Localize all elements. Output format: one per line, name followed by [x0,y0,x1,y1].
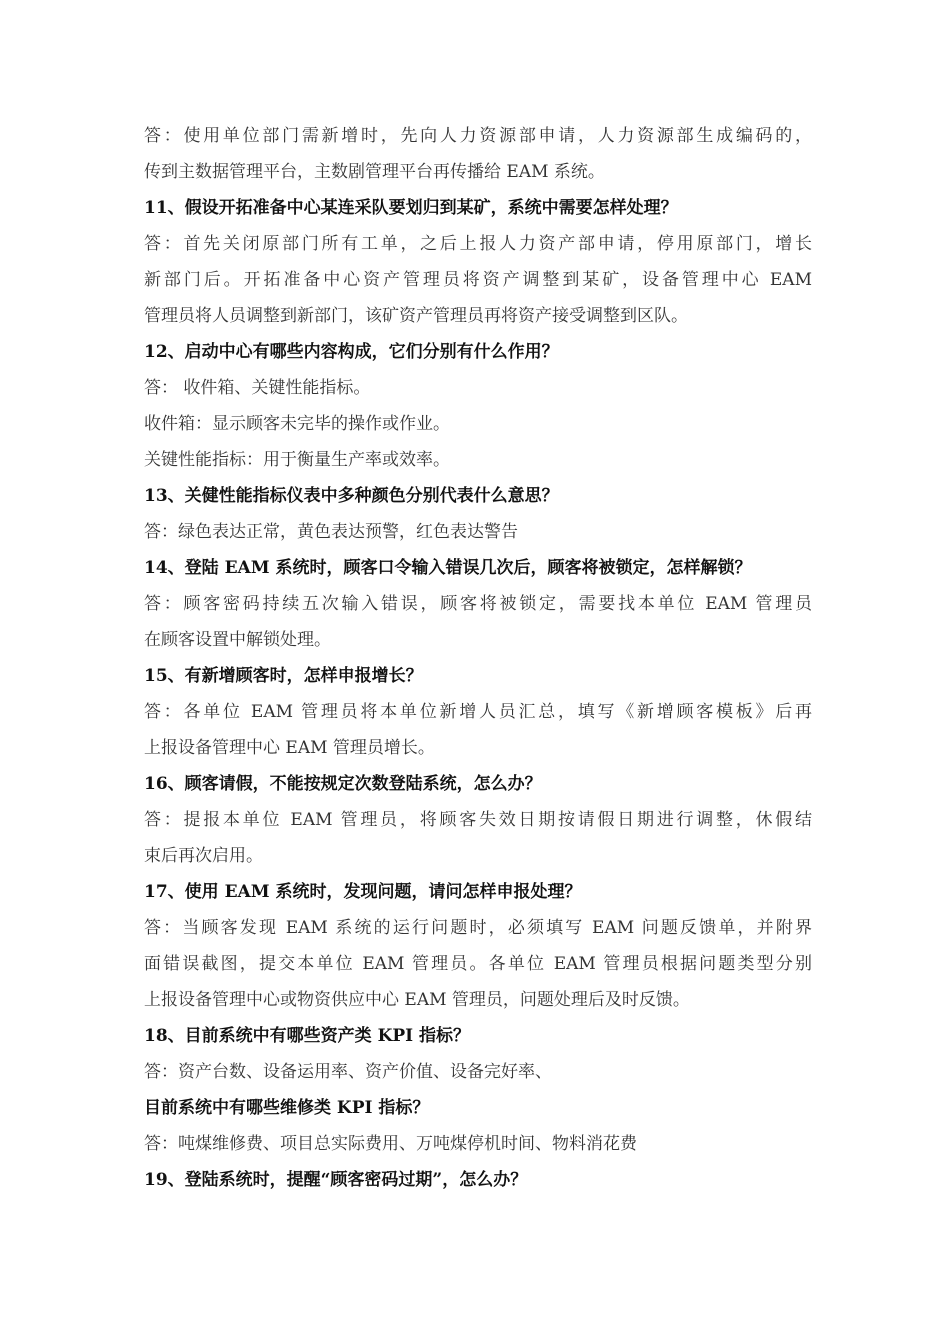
answer-line: 收件箱：显示顾客未完毕的操作或作业。 [144,414,450,434]
answer-line: 答：提报本单位 EAM 管理员，将顾客失效日期按请假日期进行调整，休假结 [144,810,812,830]
answer-line: 答：绿色表达正常，黄色表达预警，红色表达警告 [144,522,518,542]
answer-line: 面错误截图，提交本单位 EAM 管理员。各单位 EAM 管理员根据问题类型分别 [144,954,812,974]
answer-line: 答： 收件箱、关键性能指标。 [144,378,371,398]
answer-line: 传到主数据管理平台，主数剧管理平台再传播给 EAM 系统。 [144,162,605,182]
question-heading: 目前系统中有哪些维修类 KPI 指标？ [144,1098,430,1118]
answer-line: 关键性能指标：用于衡量生产率或效率。 [144,450,450,470]
answer-line: 在顾客设置中解锁处理。 [144,630,331,650]
answer-line: 答：当顾客发现 EAM 系统的运行问题时，必须填写 EAM 问题反馈单，并附界 [144,918,812,938]
answer-line: 答：顾客密码持续五次输入错误，顾客将被锁定，需要找本单位 EAM 管理员 [144,594,812,614]
answer-line: 答：首先关闭原部门所有工单，之后上报人力资产部申请，停用原部门，增长 [144,234,812,254]
answer-line: 上报设备管理中心 EAM 管理员增长。 [144,738,435,758]
answer-line: 答：资产台数、设备运用率、资产价值、设备完好率、 [144,1062,552,1082]
question-heading: 12、启动中心有哪些内容构成，它们分别有什么作用？ [144,342,559,362]
question-heading: 15、有新增顾客时，怎样申报增长？ [144,666,423,686]
question-heading: 19、登陆系统时，提醒“顾客密码过期”，怎么办？ [144,1170,528,1190]
answer-line: 束后再次启用。 [144,846,263,866]
question-heading: 11、假设开拓准备中心某连采队要划归到某矿，系统中需要怎样处理？ [144,198,678,218]
question-heading: 13、关健性能指标仪表中多种颜色分别代表什么意思？ [144,486,559,506]
answer-line: 新部门后。开拓准备中心资产管理员将资产调整到某矿，设备管理中心 EAM [144,270,812,290]
question-heading: 16、顾客请假，不能按规定次数登陆系统，怎么办？ [144,774,542,794]
answer-line: 答：使用单位部门需新增时，先向人力资源部申请，人力资源部生成编码的， [144,126,812,146]
answer-line: 管理员将人员调整到新部门，该矿资产管理员再将资产接受调整到区队。 [144,306,688,326]
question-heading: 18、目前系统中有哪些资产类 KPI 指标？ [144,1026,471,1046]
document-page [144,118,812,1198]
question-heading: 14、登陆 EAM 系统时，顾客口令输入错误几次后，顾客将被锁定，怎样解锁？ [144,558,752,578]
answer-line: 答：各单位 EAM 管理员将本单位新增人员汇总，填写《新增顾客模板》后再 [144,702,812,722]
answer-line: 上报设备管理中心或物资供应中心 EAM 管理员，问题处理后及时反馈。 [144,990,690,1010]
answer-line: 答：吨煤维修费、项目总实际费用、万吨煤停机时间、物料消花费 [144,1134,637,1154]
question-heading: 17、使用 EAM 系统时，发现问题，请问怎样申报处理？ [144,882,582,902]
